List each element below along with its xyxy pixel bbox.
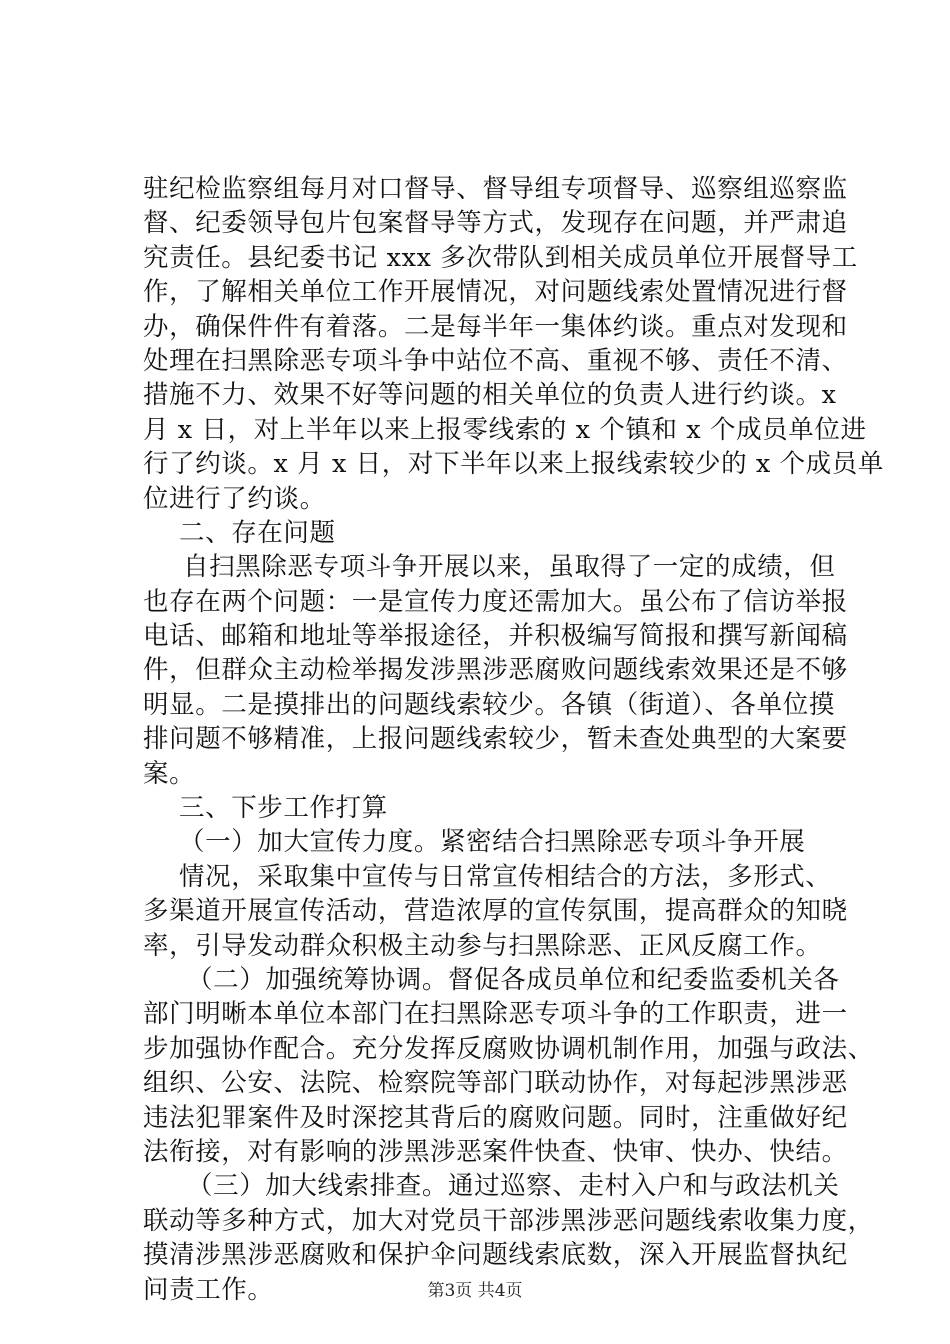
subsection-heading-2: （二）加强统筹协调。督促各成员单位和纪委监委机关各 — [187, 964, 840, 995]
body-line: 位进行了约谈。 — [143, 483, 326, 514]
body-line: 处理在扫黑除恶专项斗争中站位不高、重视不够、责任不清、 — [143, 345, 848, 376]
subsection-heading-1: （一）加大宣传力度。紧密结合扫黑除恶专项斗争开展 — [179, 827, 806, 858]
body-line: 电话、邮箱和地址等举报途径，并积极编写简报和撰写新闻稿 — [143, 621, 848, 652]
body-line: 督、纪委领导包片包案督导等方式，发现存在问题，并严肃追 — [143, 208, 848, 239]
document-body — [143, 172, 884, 1307]
body-line: 法衔接，对有影响的涉黑涉恶案件快查、快审、快办、快结。 — [143, 1136, 848, 1167]
paragraph-first-line: 自扫黑除恶专项斗争开展以来，虽取得了一定的成绩，但 — [183, 552, 836, 583]
body-line: 问责工作。 — [143, 1274, 274, 1305]
body-line: 究责任。县纪委书记 xxx 多次带队到相关成员单位开展督导工 — [143, 242, 858, 273]
body-line: 摸清涉黑涉恶腐败和保护伞问题线索底数，深入开展监督执纪 — [143, 1240, 848, 1271]
body-line: 情况，采取集中宣传与日常宣传相结合的方法，多形式、 — [179, 861, 832, 892]
body-line: 多渠道开展宣传活动，营造浓厚的宣传氛围，提高群众的知晓 — [143, 896, 848, 927]
body-line: 驻纪检监察组每月对口督导、督导组专项督导、巡察组巡察监 — [143, 174, 848, 204]
body-line: 明显。二是摸排出的问题线索较少。各镇（街道）、各单位摸 — [143, 689, 835, 720]
body-line: 组织、公安、法院、检察院等部门联动协作，对每起涉黑涉恶 — [143, 1068, 848, 1099]
body-line: 也存在两个问题：一是宣传力度还需加大。虽公布了信访举报 — [143, 586, 848, 617]
section-heading-next-steps: 三、下步工作打算 — [179, 793, 388, 824]
page-number-footer: 第3页 共4页 — [427, 1281, 523, 1301]
body-line: 案。 — [143, 758, 196, 789]
body-line: 部门明晰本单位本部门在扫黑除恶专项斗争的工作职责，进一 — [143, 999, 848, 1030]
subsection-heading-3: （三）加大线索排查。通过巡察、走村入户和与政法机关 — [187, 1171, 840, 1202]
body-line: 联动等多种方式，加大对党员干部涉黑涉恶问题线索收集力度， — [143, 1205, 874, 1236]
body-line: 步加强协作配合。充分发挥反腐败协调机制作用，加强与政法、 — [143, 1033, 874, 1064]
body-line: 月 x 日，对上半年以来上报零线索的 x 个镇和 x 个成员单位进 — [143, 414, 867, 445]
body-line: 措施不力、效果不好等问题的相关单位的负责人进行约谈。x — [143, 380, 837, 411]
body-line: 作，了解相关单位工作开展情况，对问题线索处置情况进行督 — [143, 277, 848, 308]
body-line: 办，确保件件有着落。二是每半年一集体约谈。重点对发现和 — [143, 311, 848, 342]
body-line: 行了约谈。x 月 x 日，对下半年以来上报线索较少的 x 个成员单 — [143, 449, 884, 480]
section-heading-problems: 二、存在问题 — [179, 517, 336, 548]
body-line: 率，引导发动群众积极主动参与扫黑除恶、正风反腐工作。 — [143, 930, 822, 961]
body-line: 排问题不够精准，上报问题线索较少，暂未查处典型的大案要 — [143, 724, 848, 755]
body-line: 件，但群众主动检举揭发涉黑涉恶腐败问题线索效果还是不够 — [143, 655, 848, 686]
body-line: 违法犯罪案件及时深挖其背后的腐败问题。同时，注重做好纪 — [143, 1102, 848, 1133]
